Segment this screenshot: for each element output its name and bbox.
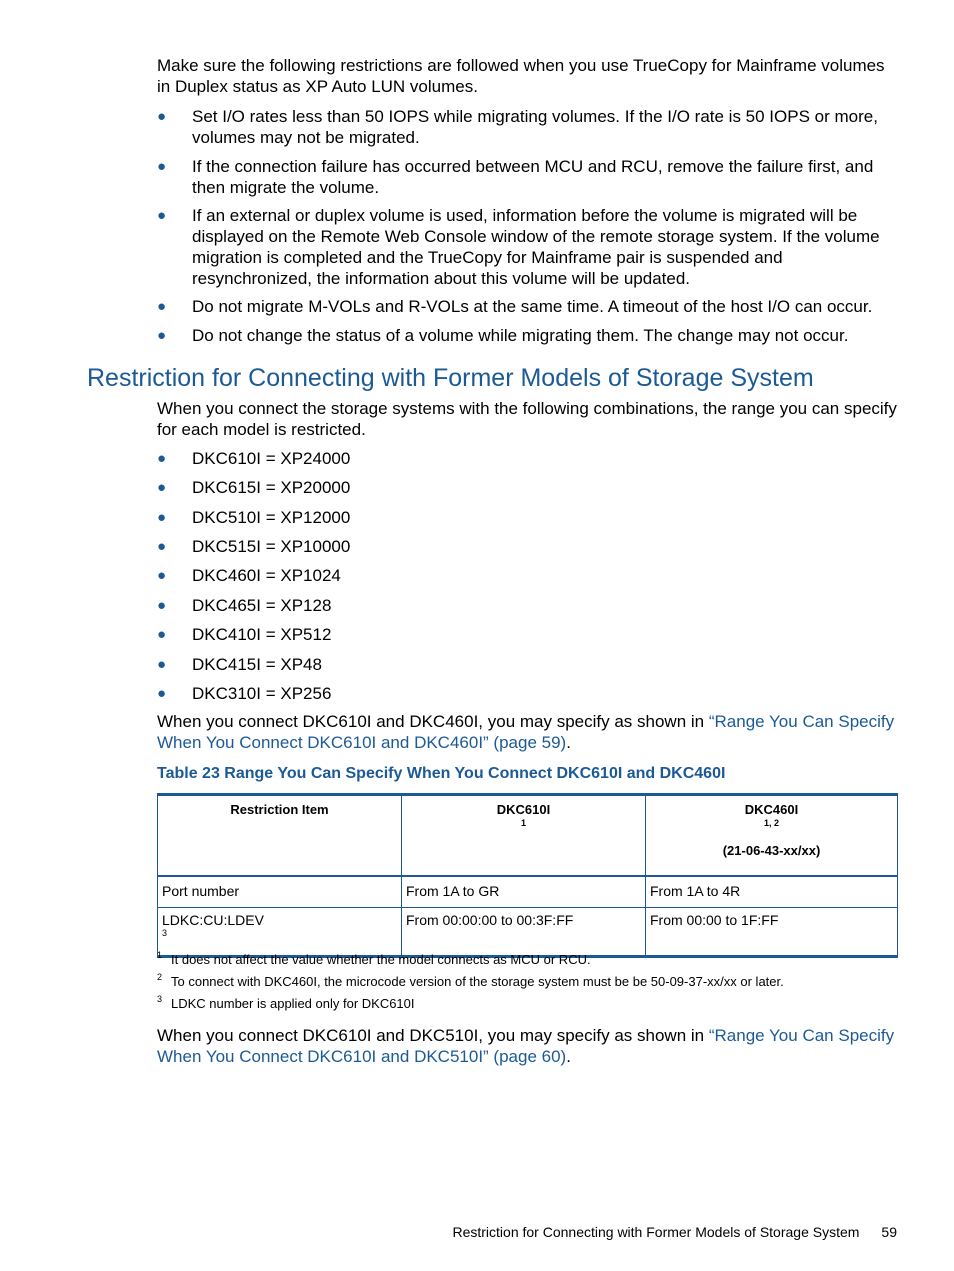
bullet-icon: ● (157, 298, 167, 315)
bullet-icon: ● (157, 567, 167, 584)
bullet-icon: ● (157, 538, 167, 555)
column-header-restriction-item (158, 795, 402, 877)
column-header-dkc610i (402, 795, 646, 877)
footnote-text: To connect with DKC460I, the microcode version of the storage system must be be 50-09-37-xx/xx or later. (171, 974, 784, 989)
section-heading: Restriction for Connecting with Former Models of Storage System (87, 364, 814, 392)
combination-text: DKC310I = XP256 (192, 684, 332, 703)
cell-text: LDKC:CU:LDEV (162, 912, 264, 928)
footer-title: Restriction for Connecting with Former Models of Storage System (452, 1224, 860, 1240)
microcode-version: (21-06-43-xx/xx) (722, 843, 821, 858)
table-reference-paragraph (157, 1025, 897, 1067)
intro-paragraph: Make sure the following restrictions are followed when you use TrueCopy for Mainframe volumes in Duplex status as XP Auto LUN volumes. (157, 56, 885, 96)
paragraph-suffix: . (566, 1047, 571, 1066)
restriction-text: Set I/O rates less than 50 IOPS while migrating volumes. If the I/O rate is 50 IOPS or more, volumes may not be migrated. (192, 107, 878, 147)
footnote-text: It does not affect the value whether the model connects as MCU or RCU. (171, 952, 591, 967)
bullet-icon: ● (157, 327, 167, 344)
combination-text: DKC415I = XP48 (192, 655, 322, 674)
bullet-icon: ● (157, 656, 167, 673)
footnote-ref[interactable]: 1 (520, 818, 526, 828)
cell-dkc610i: From 00:00:00 to 00:3F:FF (402, 908, 646, 957)
paragraph-suffix: . (566, 733, 571, 752)
page-footer (452, 1222, 897, 1242)
footnote-ref[interactable]: 3 (162, 928, 168, 938)
bullet-icon: ● (157, 450, 167, 467)
cell-restriction-item: Port number (158, 876, 402, 908)
bullet-icon: ● (157, 479, 167, 496)
table-24-link[interactable]: “Range You Can Specify When You Connect DKC610I and DKC510I” (page 60) (157, 1026, 895, 1066)
footnote-text: LDKC number is applied only for DKC610I (171, 996, 415, 1011)
footnote-number: 2 (157, 972, 163, 982)
column-header-label: DKC460I (744, 802, 799, 817)
bullet-icon: ● (157, 509, 167, 526)
page-number: 59 (881, 1224, 897, 1240)
table-23-link[interactable]: “Range You Can Specify When You Connect DKC610I and DKC460I” (page 59) (157, 712, 895, 752)
combination-text: DKC465I = XP128 (192, 596, 332, 615)
cell-restriction-item (158, 908, 402, 957)
footnote-number: 1 (157, 950, 163, 960)
footnote-number: 3 (157, 994, 163, 1004)
paragraph-prefix: When you connect DKC610I and DKC460I, you may specify as shown in (157, 712, 709, 731)
combination-text: DKC510I = XP12000 (192, 508, 351, 527)
column-header-label: Restriction Item (230, 802, 329, 817)
cell-dkc460i: From 00:00 to 1F:FF (646, 908, 898, 957)
restriction-text: Do not migrate M-VOLs and R-VOLs at the same time. A timeout of the host I/O can occur. (192, 297, 873, 316)
column-header-label: DKC610I (496, 802, 551, 817)
table-caption: Table 23 Range You Can Specify When You Connect DKC610I and DKC460I (157, 765, 726, 782)
paragraph-prefix: When you connect DKC610I and DKC510I, you may specify as shown in (157, 1026, 709, 1045)
bullet-icon: ● (157, 158, 167, 175)
combination-text: DKC410I = XP512 (192, 625, 332, 644)
restriction-text: If the connection failure has occurred between MCU and RCU, remove the failure first, and then migrate the volume. (192, 157, 874, 197)
column-header-dkc460i (646, 795, 898, 877)
table-reference-paragraph (157, 711, 897, 753)
table-row (158, 908, 898, 957)
restriction-text: Do not change the status of a volume while migrating them. The change may not occur. (192, 326, 849, 345)
section-intro: When you connect the storage systems with the following combinations, the range you can specify for each model is restricted. (157, 399, 897, 439)
bullet-icon: ● (157, 626, 167, 643)
cell-dkc460i: From 1A to 4R (646, 876, 898, 908)
combination-text: DKC610I = XP24000 (192, 449, 351, 468)
cell-dkc610i: From 1A to GR (402, 876, 646, 908)
bullet-icon: ● (157, 207, 167, 224)
range-table (157, 793, 898, 958)
restriction-text: If an external or duplex volume is used, information before the volume is migrated will be displayed on the Remote Web Console window of the remote storage system. If the volume migration is completed and the TrueCopy for Mainframe pair is suspended and resynchronized, the information about this volume will be updated. (192, 206, 880, 288)
combination-text: DKC515I = XP10000 (192, 537, 351, 556)
combination-text: DKC615I = XP20000 (192, 478, 351, 497)
footnote-ref[interactable]: 1, 2 (763, 818, 779, 828)
combination-text: DKC460I = XP1024 (192, 566, 341, 585)
bullet-icon: ● (157, 108, 167, 125)
bullet-icon: ● (157, 685, 167, 702)
bullet-icon: ● (157, 597, 167, 614)
table-row (158, 876, 898, 908)
